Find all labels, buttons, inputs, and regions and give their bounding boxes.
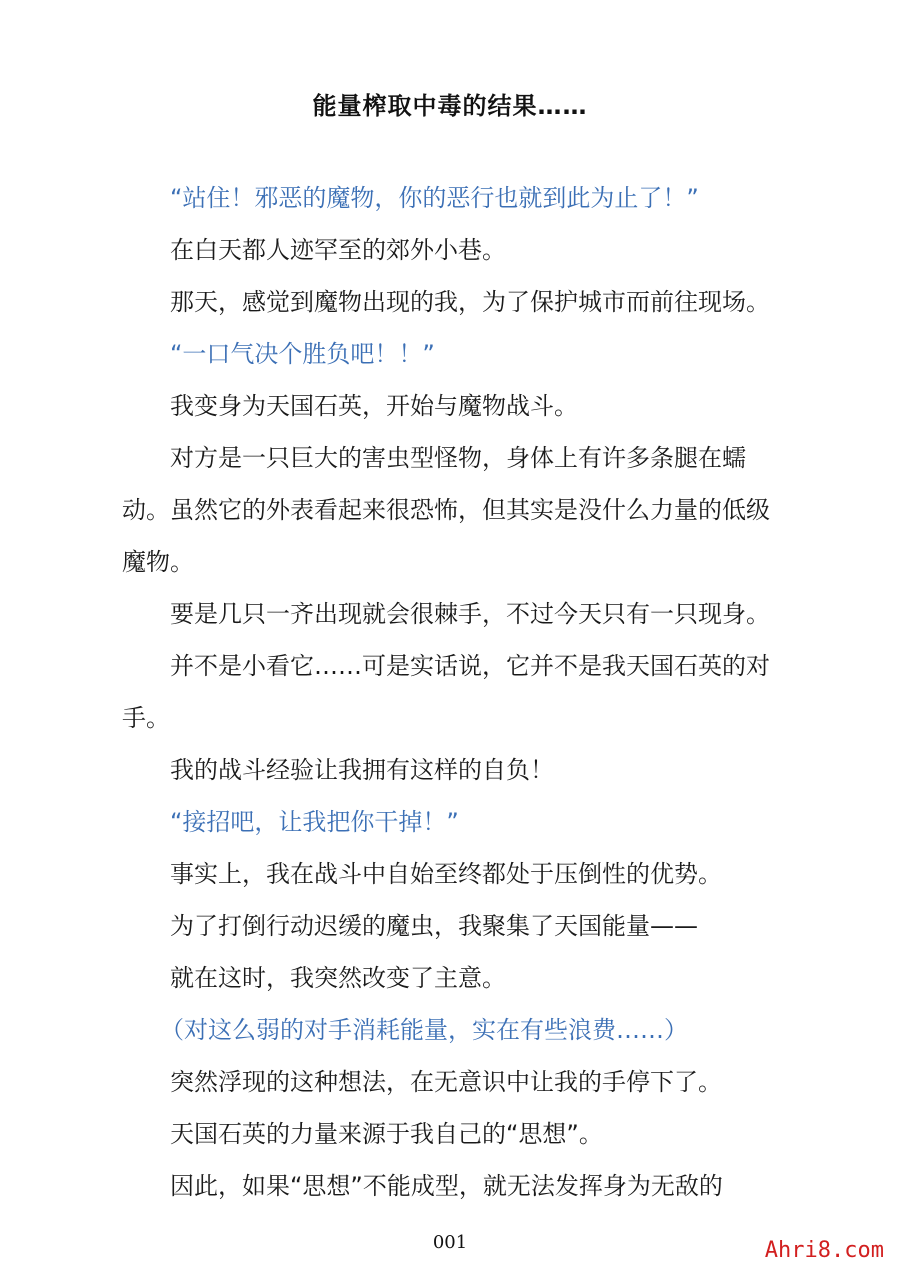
paragraph: 因此，如果“思想”不能成型，就无法发挥身为无敌的 [170, 1172, 723, 1200]
paragraph: 我变身为天国石英，开始与魔物战斗。 [170, 392, 578, 420]
paragraph: “一口气决个胜负吧！！” [170, 340, 435, 368]
page-number: 001 [432, 1232, 468, 1253]
paragraph: 对方是一只巨大的害虫型怪物，身体上有许多条腿在蠕动。虽然它的外表看起来很恐怖，但其实是没什么力量的低级魔物。 [122, 444, 770, 576]
paragraph: 我的战斗经验让我拥有这样的自负！ [170, 756, 554, 784]
paragraph: “接招吧，让我把你干掉！” [170, 808, 459, 836]
paragraph: 那天，感觉到魔物出现的我，为了保护城市而前往现场。 [170, 288, 770, 316]
body-text [122, 172, 790, 1212]
paragraph: 事实上，我在战斗中自始至终都处于压倒性的优势。 [170, 860, 722, 888]
paragraph: 要是几只一齐出现就会很棘手，不过今天只有一只现身。 [170, 600, 770, 628]
paragraph: 为了打倒行动迟缓的魔虫，我聚集了天国能量—— [170, 912, 698, 940]
paragraph: “站住！邪恶的魔物，你的恶行也就到此为止了！” [170, 184, 699, 212]
paragraph: 天国石英的力量来源于我自己的“思想”。 [170, 1120, 603, 1148]
chapter-title: 能量榨取中毒的结果…… [312, 92, 588, 120]
paragraph: （对这么弱的对手消耗能量，实在有些浪费……） [160, 1016, 688, 1044]
paragraph: 突然浮现的这种想法，在无意识中让我的手停下了。 [170, 1068, 722, 1096]
paragraph: 在白天都人迹罕至的郊外小巷。 [170, 236, 506, 264]
watermark: Ahri8.com [764, 1238, 884, 1263]
paragraph: 并不是小看它……可是实话说，它并不是我天国石英的对手。 [122, 652, 770, 732]
paragraph: 就在这时，我突然改变了主意。 [170, 964, 506, 992]
